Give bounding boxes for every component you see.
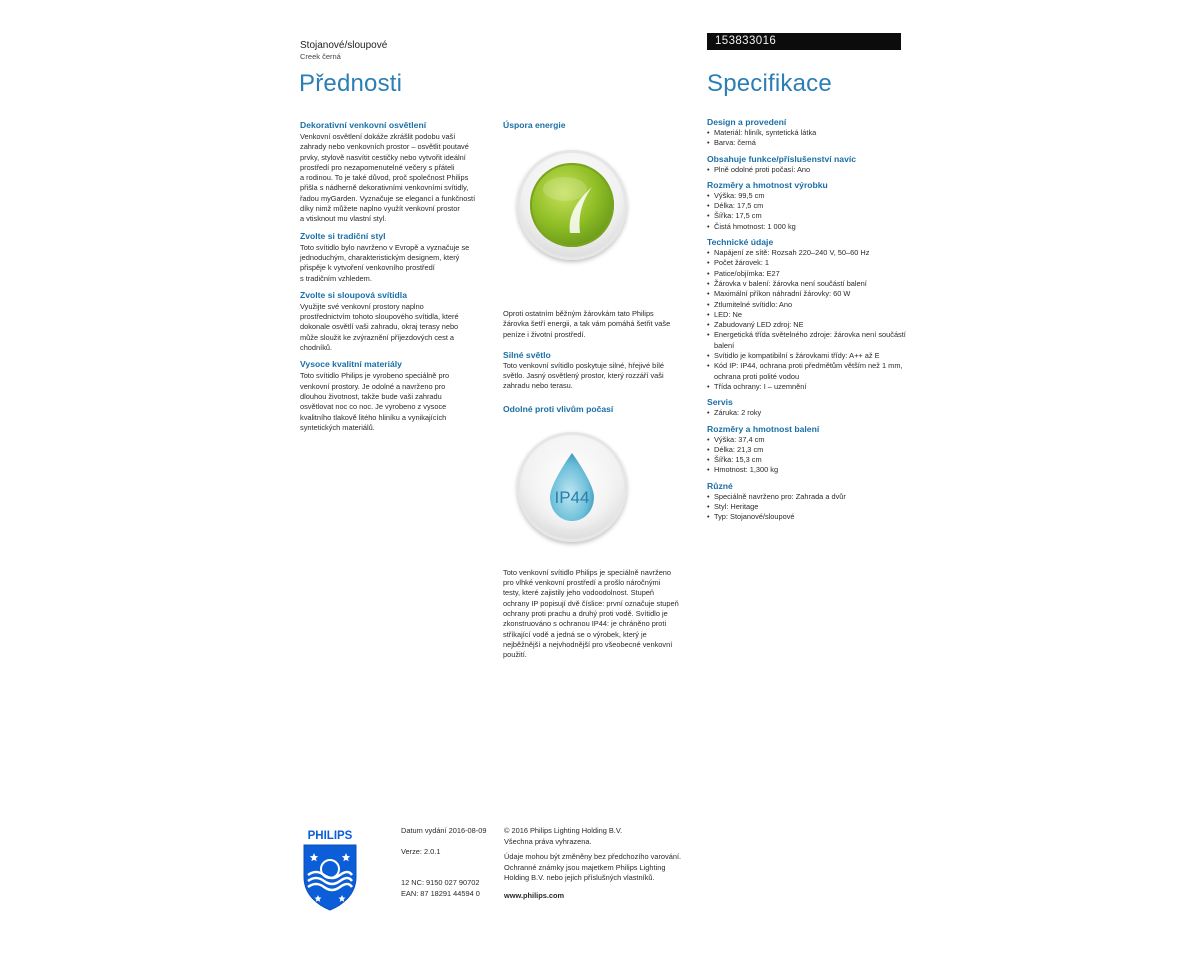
text-line: chodníků. xyxy=(300,343,333,353)
spec-list xyxy=(707,128,907,149)
spec-item: • Hmotnost: 1,300 kg xyxy=(707,465,907,475)
text-line: prostředí pro nezapomenutelné večery s přáteli xyxy=(300,162,455,172)
notice-line: Údaje mohou být změněny bez předchozího varování. xyxy=(504,852,682,861)
spec-item: • Plně odolné proti počasí: Ano xyxy=(707,165,907,175)
spec-group-title: Obsahuje funkce/příslušenství navíc xyxy=(707,153,857,164)
text-line: ochrany proti prachu a druhý proti vodě. Svítidlo je xyxy=(503,608,668,618)
nc-number: 12 NC: 9150 027 90702 xyxy=(401,878,480,887)
text-line: zkonstruováno s ochranou IP44: je chráněno proti xyxy=(503,619,667,629)
weather-title: Odolné proti vlivům počasí xyxy=(503,403,614,414)
spec-item: • Svítidlo je kompatibilní s žárovkami třídy: A++ až E xyxy=(707,351,907,361)
spec-item: • Čistá hmotnost: 1 000 kg xyxy=(707,222,907,232)
spec-item: • Styl: Heritage xyxy=(707,502,907,512)
text-line: syntetických materiálů. xyxy=(300,422,375,432)
spec-list xyxy=(707,492,907,523)
spec-item: • Délka: 21,3 cm xyxy=(707,445,907,455)
spec-item: • Patice/objímka: E27 xyxy=(707,269,907,279)
spec-list xyxy=(707,435,907,476)
ip44-label: IP44 xyxy=(554,487,590,507)
spec-group-title: Různé xyxy=(707,480,733,491)
text-line: jednoduchým, charakteristickým designem, který xyxy=(300,252,460,262)
spec-group-title: Design a provedení xyxy=(707,117,787,127)
spec-item: • Počet žárovek: 1 xyxy=(707,258,907,268)
feature-title: Vysoce kvalitní materiály xyxy=(300,359,402,370)
feature-block xyxy=(300,359,492,433)
text-line: světlo. Jasný osvětlený prostor, který rozzáří vaši xyxy=(503,371,664,381)
text-line: Toto venkovní svítidlo poskytuje silné, hřejivé bílé xyxy=(503,360,665,370)
spec-item: • Žárovka v balení: žárovka není součástí balení xyxy=(707,279,907,289)
spec-list xyxy=(707,165,907,175)
spec-item: • Energetická třída světelného zdroje: žárovka není součástí balení xyxy=(707,330,907,351)
product-type: Stojanové/sloupové xyxy=(300,40,388,51)
text-line: prostřednictvím tohoto sloupového svítidla, které xyxy=(300,312,459,322)
spec-item: • Maximální příkon náhradní žárovky: 60 W xyxy=(707,289,907,299)
spec-item: • Ztlumitelné svítidlo: Ano xyxy=(707,300,907,310)
brand-name: PHILIPS xyxy=(307,830,353,842)
spec-item: • Barva: černá xyxy=(707,138,907,148)
text-line: může sloužit ke zvýraznění příjezdových cest a xyxy=(300,332,455,342)
text-line: a vtisknout mu vlastní styl. xyxy=(300,214,387,224)
spec-item: • Speciálně navrženo pro: Zahrada a dvůr xyxy=(707,492,907,502)
text-line: Venkovní osvětlení dokáže zkrášlit podobu vaší xyxy=(300,132,456,141)
text-line: zahradu nebo terasu. xyxy=(503,381,573,391)
header-product-info xyxy=(300,40,387,62)
text-line: peníze i životní prostředí. xyxy=(503,329,586,339)
spec-item: • Šířka: 17,5 cm xyxy=(707,211,907,221)
issue-date: Datum vydání 2016-08-09 xyxy=(401,826,487,835)
spec-group xyxy=(707,237,907,392)
text-line: Toto venkovní svítidlo Philips je speciálně navrženo xyxy=(503,567,672,577)
footer-legal xyxy=(504,826,704,901)
text-line: Oproti ostatním běžným žárovkám tato Philips xyxy=(503,309,654,318)
feature-title: Dekorativní venkovní osvětlení xyxy=(300,120,427,130)
feature-text xyxy=(300,243,492,284)
text-line: přišla s nádherně dekorativními venkovními svítidly, xyxy=(300,183,469,193)
energy-text xyxy=(503,309,695,340)
feature-block xyxy=(300,120,492,225)
spec-item: • Napájení ze sítě: Rozsah 220–240 V, 50–60 Hz xyxy=(707,248,907,258)
text-line: venkovní prostory. Je odolné a navrženo pro xyxy=(300,381,446,391)
middle-column xyxy=(503,120,695,660)
text-line: testy, které zajistily jeho vodoodolnost. Stupeň xyxy=(503,588,655,598)
specs-title: Specifikace xyxy=(707,70,832,97)
water-drop-icon xyxy=(530,445,614,529)
text-line: Využijte své venkovní prostory naplno xyxy=(300,301,424,311)
spec-item: • Délka: 17,5 cm xyxy=(707,201,907,211)
text-line: osvětlovat noc co noc. Je vyrobeno z vysoce xyxy=(300,402,447,412)
energy-saving-icon xyxy=(517,150,627,260)
spec-list xyxy=(707,408,907,418)
text-line: dokonale osvětlí vaši zahradu, okraj terasy nebo xyxy=(300,322,459,332)
product-code-bar: 153833016 xyxy=(707,33,901,50)
text-line: a rodinou. To je také důvod, proč společnost Philips xyxy=(300,173,469,183)
feature-text xyxy=(300,371,492,433)
text-line: řadou myGarden. Vyznačuje se elegancí a funkčností xyxy=(300,193,476,203)
features-title: Přednosti xyxy=(299,70,403,97)
rights: Všechna práva vyhrazena. xyxy=(504,836,592,846)
strong-light-text xyxy=(503,361,695,392)
version: Verze: 2.0.1 xyxy=(401,846,441,856)
spec-group-title: Rozměry a hmotnost balení xyxy=(707,423,820,434)
text-line: prvky, stylově nasvítit cestičky nebo vytvořit ideální xyxy=(300,152,466,162)
spec-group xyxy=(707,481,907,523)
text-line: kvalitního tlakově litého hliníku a vynikajících xyxy=(300,412,447,422)
spec-group xyxy=(707,397,907,418)
feature-title: Zvolte si sloupová svítidla xyxy=(300,289,407,300)
notice-line: Holding B.V. nebo jejich příslušných vlastníků. xyxy=(504,873,655,882)
leaf-icon xyxy=(530,163,614,247)
text-line: Toto svítidlo Philips je vyrobeno speciálně pro xyxy=(300,371,450,381)
feature-block xyxy=(300,231,492,284)
text-line: díky nimž můžete naplno využít venkovní prostor xyxy=(300,204,460,214)
energy-title: Úspora energie xyxy=(503,120,566,130)
spec-item: • Šířka: 15,3 cm xyxy=(707,455,907,465)
notice-line: Ochranné známky jsou majetkem Philips Lighting xyxy=(504,862,666,872)
spec-item: • Výška: 99,5 cm xyxy=(707,191,907,201)
spec-group xyxy=(707,180,907,232)
spec-item: • Záruka: 2 roky xyxy=(707,408,907,418)
text-line: ochrany IP popisují dvě číslice: první označuje stupeň xyxy=(503,598,679,608)
spec-list xyxy=(707,248,907,392)
features-column xyxy=(300,120,492,439)
website-link[interactable]: www.philips.com xyxy=(504,890,565,900)
text-line: Toto svítidlo bylo navrženo v Evropě a vyznačuje se xyxy=(300,242,470,252)
spec-item: • Třída ochrany: I – uzemnění xyxy=(707,382,907,392)
spec-item: • Typ: Stojanové/sloupové xyxy=(707,512,907,522)
spec-list xyxy=(707,191,907,232)
copyright: © 2016 Philips Lighting Holding B.V. xyxy=(504,826,623,835)
ip44-icon xyxy=(517,432,627,542)
spec-item: • LED: Ne xyxy=(707,310,907,320)
text-line: s tradičním vzhledem. xyxy=(300,273,372,283)
spec-item: • Zabudovaný LED zdroj: NE xyxy=(707,320,907,330)
footer-meta-left xyxy=(401,826,496,899)
spec-item: • Kód IP: IP44, ochrana proti předmětům větším než 1 mm, ochrana proti polité vodou xyxy=(707,361,907,382)
text-line: nejběžnější a nejvhodnější pro všeobecné venkovní xyxy=(503,639,673,649)
spec-group xyxy=(707,424,907,476)
specs-column xyxy=(707,117,907,528)
philips-logo xyxy=(300,825,360,911)
text-line: pro vlhké venkovní prostředí a prošlo náročnými xyxy=(503,578,661,588)
text-line: dlouhou životnost, takže bude vaši zahradu xyxy=(300,391,442,401)
spec-group-title: Technické údaje xyxy=(707,237,774,248)
strong-light-title: Silné světlo xyxy=(503,349,551,360)
spec-group xyxy=(707,117,907,149)
feature-text xyxy=(300,302,492,353)
text-line: stříkající vodě a jedná se o výrobek, který je xyxy=(503,629,647,639)
legal-notice xyxy=(504,852,704,884)
ean-number: EAN: 87 18291 44594 0 xyxy=(401,888,480,898)
feature-text xyxy=(300,132,492,225)
spec-item: • Výška: 37,4 cm xyxy=(707,435,907,445)
feature-block xyxy=(300,290,492,353)
product-name: Creek černá xyxy=(300,52,341,61)
text-line: zahrady nebo venkovních prostor – osvětlit poutavé xyxy=(300,142,469,152)
text-line: použití. xyxy=(503,650,527,660)
text-line: přispěje k vytvoření venkovního prostředí xyxy=(300,263,435,273)
weather-text xyxy=(503,568,695,661)
spec-group-title: Rozměry a hmotnost výrobku xyxy=(707,179,828,190)
spec-group xyxy=(707,154,907,175)
feature-title: Zvolte si tradiční styl xyxy=(300,230,386,241)
text-line: žárovka šetří energii, a tak vám pomáhá šetřit vaše xyxy=(503,319,671,329)
spec-group-title: Servis xyxy=(707,397,733,408)
spec-item: • Materiál: hliník, syntetická látka xyxy=(707,128,907,138)
